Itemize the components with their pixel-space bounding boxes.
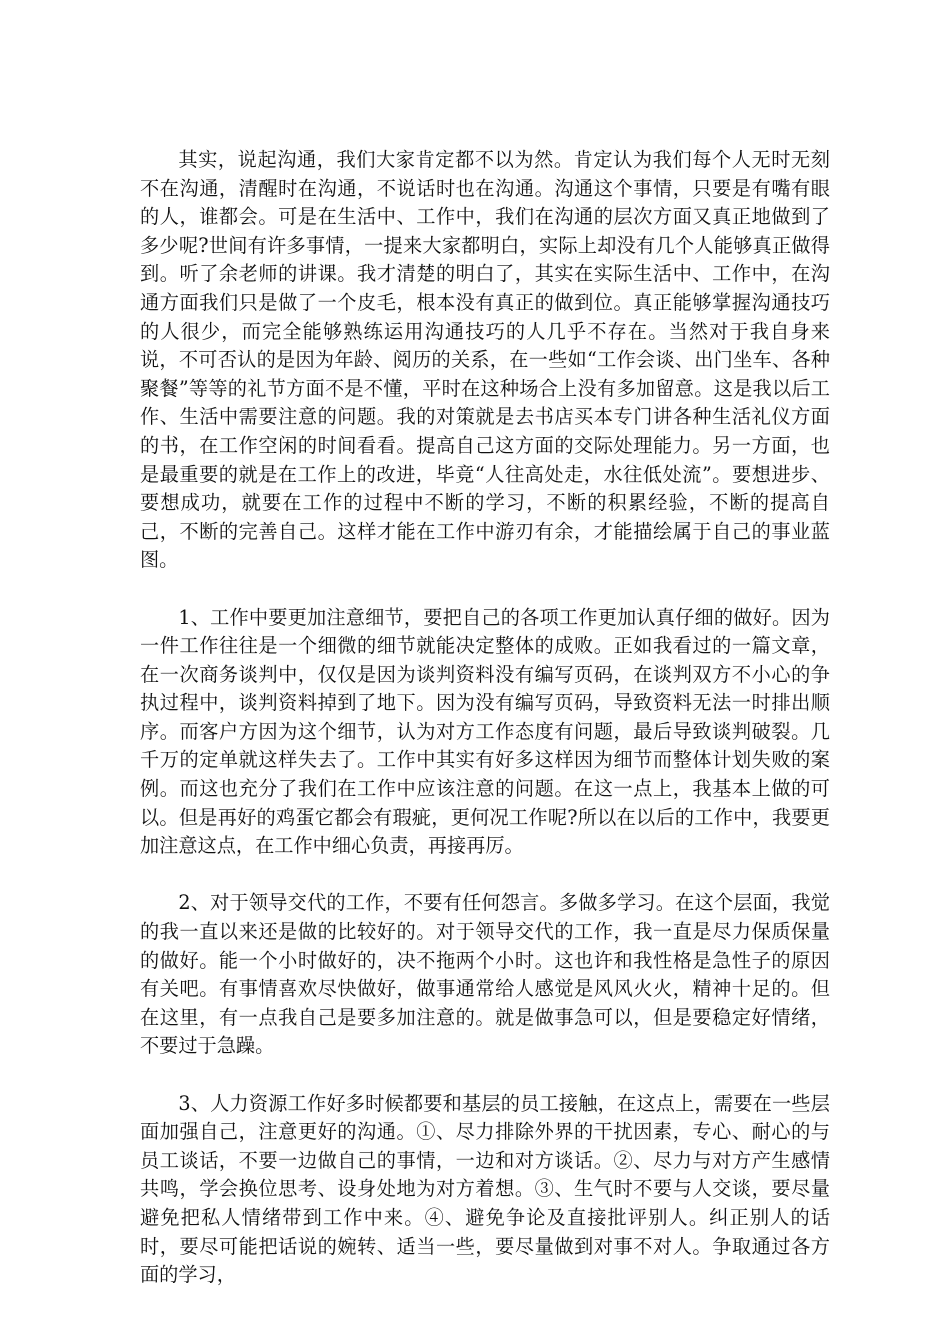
- paragraph-point-1: 1、工作中要更加注意细节，要把自己的各项工作更加认真仔细的做好。因为一件工作往往是一个细微的细节就能决定整体的成败。正如我看过的一篇文章，在一次商务谈判中，仅仅是因为谈判资料没有编写页码，在谈判双方不小心的争执过程中，谈判资料掉到了地下。因为没有编写页码，导致资料无法一时排出顺序。而客户方因为这个细节，认为对方工作态度有问题，最后导致谈判破裂。几千万的定单就这样失去了。工作中其实有好多这样因为细节而整体计划失败的案例。而这也充分了我们在工作中应该注意的问题。在这一点上，我基本上做的可以。但是再好的鸡蛋它都会有瑕疵，更何况工作呢?所以在以后的工作中，我要更加注意这点，在工作中细心负责，再接再厉。: [140, 605, 830, 858]
- paragraph-point-3: 3、人力资源工作好多时候都要和基层的员工接触，在这点上，需要在一些层面加强自己，注意更好的沟通。①、尽力排除外界的干扰因素，专心、耐心的与员工谈话，不要一边做自己的事情，一边和对方谈话。②、尽力与对方产生感情共鸣，学会换位思考、设身处地为对方着想。③、生气时不要与人交谈，要尽量避免把私人情绪带到工作中来。④、避免争论及直接批评别人。纠正别人的话时，要尽可能把话说的婉转、适当一些，要尽量做到对事不对人。争取通过各方面的学习，: [140, 1091, 830, 1287]
- paragraph-intro: 其实，说起沟通，我们大家肯定都不以为然。肯定认为我们每个人无时无刻不在沟通，清醒时在沟通，不说话时也在沟通。沟通这个事情，只要是有嘴有眼的人，谁都会。可是在生活中、工作中，我们在沟通的层次方面又真正地做到了多少呢?世间有许多事情，一提来大家都明白，实际上却没有几个人能够真正做得到。听了余老师的讲课。我才清楚的明白了，其实在实际生活中、工作中，在沟通方面我们只是做了一个皮毛，根本没有真正的做到位。真正能够掌握沟通技巧的人很少，而完全能够熟练运用沟通技巧的人几乎不存在。当然对于我自身来说，不可否认的是因为年龄、阅历的关系，在一些如“工作会谈、出门坐车、各种聚餐”等等的礼节方面不是不懂，平时在这种场合上没有多加留意。这是我以后工作、生活中需要注意的问题。我的对策就是去书店买本专门讲各种生活礼仪方面的书，在工作空闲的时间看看。提高自己这方面的交际处理能力。另一方面，也是最重要的就是在工作上的改进，毕竟“人往高处走，水往低处流”。要想进步、要想成功，就要在工作的过程中不断的学习，不断的积累经验，不断的提高自己，不断的完善自己。这样才能在工作中游刃有余，才能描绘属于自己的事业蓝图。: [140, 148, 830, 572]
- paragraph-point-2: 2、对于领导交代的工作，不要有任何怨言。多做多学习。在这个层面，我觉的我一直以来还是做的比较好的。对于领导交代的工作，我一直是尽力保质保量的做好。能一个小时做好的，决不拖两个小时。这也许和我性格是急性子的原因有关吧。有事情喜欢尽快做好，做事通常给人感觉是风风火火，精神十足的。但在这里，有一点我自己是要多加注意的。就是做事急可以，但是要稳定好情绪，不要过于急躁。: [140, 891, 830, 1058]
- document-body: [140, 146, 830, 1318]
